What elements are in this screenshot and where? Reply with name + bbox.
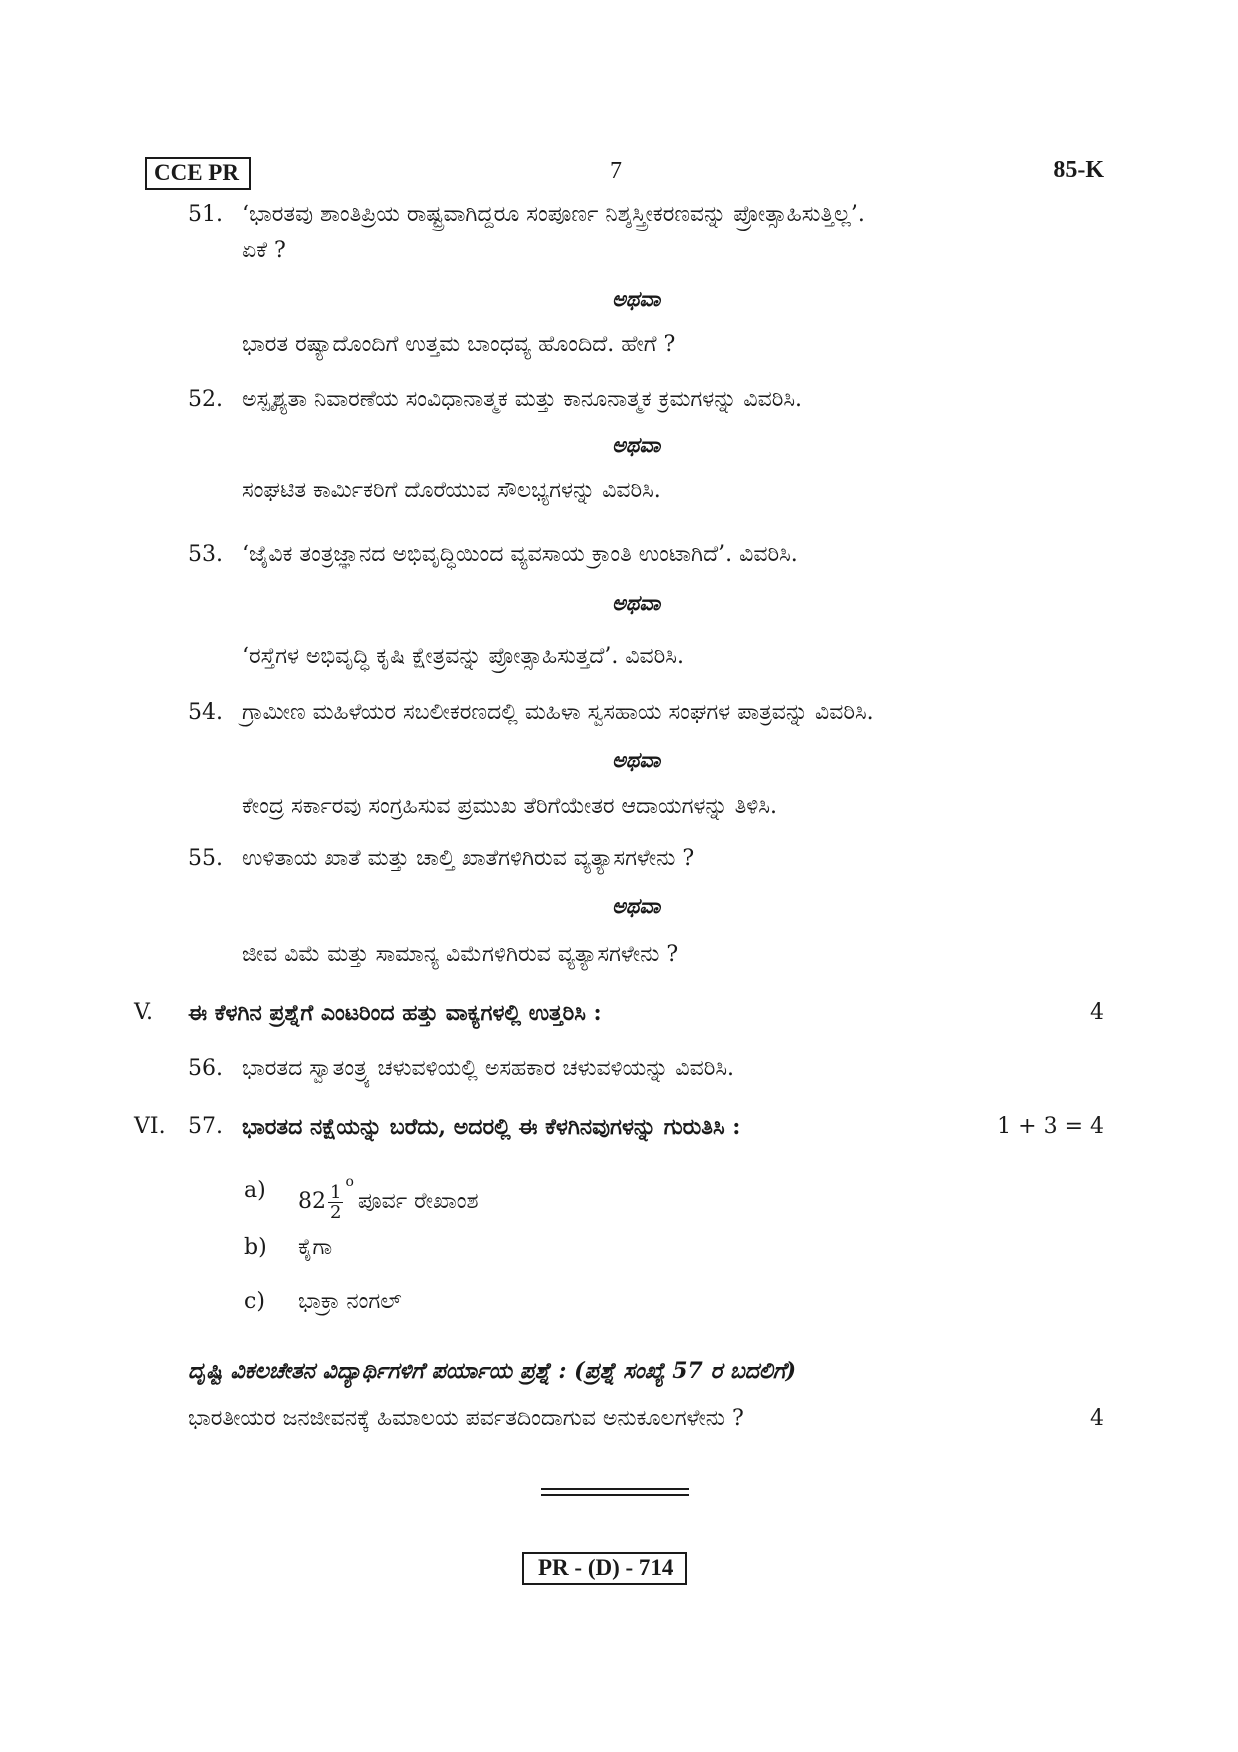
or-label: ಅಥವಾ xyxy=(612,286,661,311)
alternate-question-marks: 4 xyxy=(1090,1406,1104,1431)
alternative-question: ಜೀವ ವಿಮೆ ಮತ್ತು ಸಾಮಾನ್ಯ ವಿಮೆಗಳಿಗಿರುವ ವ್ಯತ್ಯಾಸಗಳೇನು ? xyxy=(242,942,679,967)
alternative-question: ಕೇಂದ್ರ ಸರ್ಕಾರವು ಸಂಗ್ರಹಿಸುವ ಪ್ರಮುಖ ತೆರಿಗೆಯೇತರ ಆದಾಯಗಳನ್ನು ತಿಳಿಸಿ. xyxy=(242,794,777,819)
question-text: ಭಾರತದ ಸ್ವಾತಂತ್ರ್ಯ ಚಳುವಳಿಯಲ್ಲಿ ಅಸಹಕಾರ ಚಳುವಳಿಯನ್ನು ವಿವರಿಸಿ. xyxy=(242,1056,734,1081)
or-label: ಅಥವಾ xyxy=(612,590,661,615)
question-text: ಗ್ರಾಮೀಣ ಮಹಿಳೆಯರ ಸಬಲೀಕರಣದಲ್ಲಿ ಮಹಿಳಾ ಸ್ವಸಹಾಯ ಸಂಘಗಳ ಪಾತ್ರವನ್ನು ವಿವರಿಸಿ. xyxy=(242,700,874,725)
item-label: b) xyxy=(244,1235,267,1260)
page-number: 7 xyxy=(610,158,622,184)
question-number: 56. xyxy=(188,1056,223,1081)
or-label: ಅಥವಾ xyxy=(612,747,661,772)
alternative-question: ಭಾರತ ರಷ್ಯಾದೊಂದಿಗೆ ಉತ್ತಮ ಬಾಂಧವ್ಯ ಹೊಂದಿದೆ. ಹೇಗೆ ? xyxy=(242,332,676,357)
item-text: ಪೂರ್ವ ರೇಖಾಂಶ xyxy=(357,1189,479,1214)
fraction-denominator: 2 xyxy=(330,1201,342,1223)
question-text: ಉಳಿತಾಯ ಖಾತೆ ಮತ್ತು ಚಾಲ್ತಿ ಖಾತೆಗಳಿಗಿರುವ ವ್ಯತ್ಯಾಸಗಳೇನು ? xyxy=(242,846,695,871)
question-number: 55. xyxy=(188,846,223,871)
item-text: ಭಾಕ್ರಾ ನಂಗಲ್ xyxy=(298,1289,402,1314)
section-instruction: ಈ ಕೆಳಗಿನ ಪ್ರಶ್ನೆಗೆ ಎಂಟರಿಂದ ಹತ್ತು ವಾಕ್ಯಗಳಲ್ಲಿ ಉತ್ತರಿಸಿ : xyxy=(188,1000,602,1026)
footer-code-box: PR - (D) - 714 xyxy=(522,1552,687,1585)
end-rule-top xyxy=(541,1488,689,1490)
question-number: 52. xyxy=(188,387,223,412)
section-roman-numeral: V. xyxy=(134,1000,154,1025)
section-marks: 4 xyxy=(1090,1000,1104,1025)
paper-code: 85-K xyxy=(1053,157,1104,183)
question-number: 51. xyxy=(188,202,223,227)
end-rule-bottom xyxy=(541,1494,689,1496)
question-number: 54. xyxy=(188,700,223,725)
section-roman-numeral: VI. xyxy=(134,1114,166,1139)
fraction-numerator: 1 xyxy=(330,1181,342,1203)
alternate-question-text: ಭಾರತೀಯರ ಜನಜೀವನಕ್ಕೆ ಹಿಮಾಲಯ ಪರ್ವತದಿಂದಾಗುವ ಅನುಕೂಲಗಳೇನು ? xyxy=(188,1406,744,1431)
item-label: c) xyxy=(244,1289,265,1314)
degree-mark: o xyxy=(345,1174,354,1190)
alternative-question: ಸಂಘಟಿತ ಕಾರ್ಮಿಕರಿಗೆ ದೊರೆಯುವ ಸೌಲಭ್ಯಗಳನ್ನು ವಿವರಿಸಿ. xyxy=(242,478,661,503)
longitude-whole: 82 xyxy=(298,1189,326,1214)
alternate-question-heading: ದೃಷ್ಟಿ ವಿಕಲಚೇತನ ವಿದ್ಯಾರ್ಥಿಗಳಿಗೆ ಪರ್ಯಾಯ ಪ್ರಶ್ನೆ : (ಪ್ರಶ್ನೆ ಸಂಖ್ಯೆ 57 ರ ಬದಲಿಗೆ) xyxy=(188,1358,797,1384)
header-exam-box: CCE PR xyxy=(145,157,251,190)
section-marks: 1 + 3 = 4 xyxy=(997,1114,1104,1139)
question-text: ಅಸ್ಪೃಶ್ಯತಾ ನಿವಾರಣೆಯ ಸಂವಿಧಾನಾತ್ಮಕ ಮತ್ತು ಕಾನೂನಾತ್ಮಕ ಕ್ರಮಗಳನ್ನು ವಿವರಿಸಿ. xyxy=(242,387,803,412)
question-text: ‘ಭಾರತವು ಶಾಂತಿಪ್ರಿಯ ರಾಷ್ಟ್ರವಾಗಿದ್ದರೂ ಸಂಪೂರ್ಣ ನಿಶ್ಶಸ್ತ್ರೀಕರಣವನ್ನು ಪ್ರೋತ್ಸಾಹಿಸುತ್ತಿಲ್ಲ’. xyxy=(242,202,865,227)
or-label: ಅಥವಾ xyxy=(612,893,661,918)
question-number: 53. xyxy=(188,542,223,567)
item-label: a) xyxy=(244,1178,266,1203)
alternative-question: ‘ರಸ್ತೆಗಳ ಅಭಿವೃದ್ಧಿ ಕೃಷಿ ಕ್ಷೇತ್ರವನ್ನು ಪ್ರೋತ್ಸಾಹಿಸುತ್ತದೆ’. ವಿವರಿಸಿ. xyxy=(242,644,684,669)
question-number: 57. xyxy=(188,1114,223,1139)
section-instruction: ಭಾರತದ ನಕ್ಷೆಯನ್ನು ಬರೆದು, ಅದರಲ್ಲಿ ಈ ಕೆಳಗಿನವುಗಳನ್ನು ಗುರುತಿಸಿ : xyxy=(242,1114,741,1140)
question-text: ‘ಜೈವಿಕ ತಂತ್ರಜ್ಞಾನದ ಅಭಿವೃದ್ಧಿಯಿಂದ ವ್ಯವಸಾಯ ಕ್ರಾಂತಿ ಉಂಟಾಗಿದೆ’. ವಿವರಿಸಿ. xyxy=(242,542,798,567)
fraction xyxy=(328,1183,343,1222)
item-text: ಕೈಗಾ xyxy=(298,1235,333,1260)
or-label: ಅಥವಾ xyxy=(612,432,661,457)
item-longitude xyxy=(298,1162,479,1222)
question-text-continued: ಏಕೆ ? xyxy=(242,238,286,263)
